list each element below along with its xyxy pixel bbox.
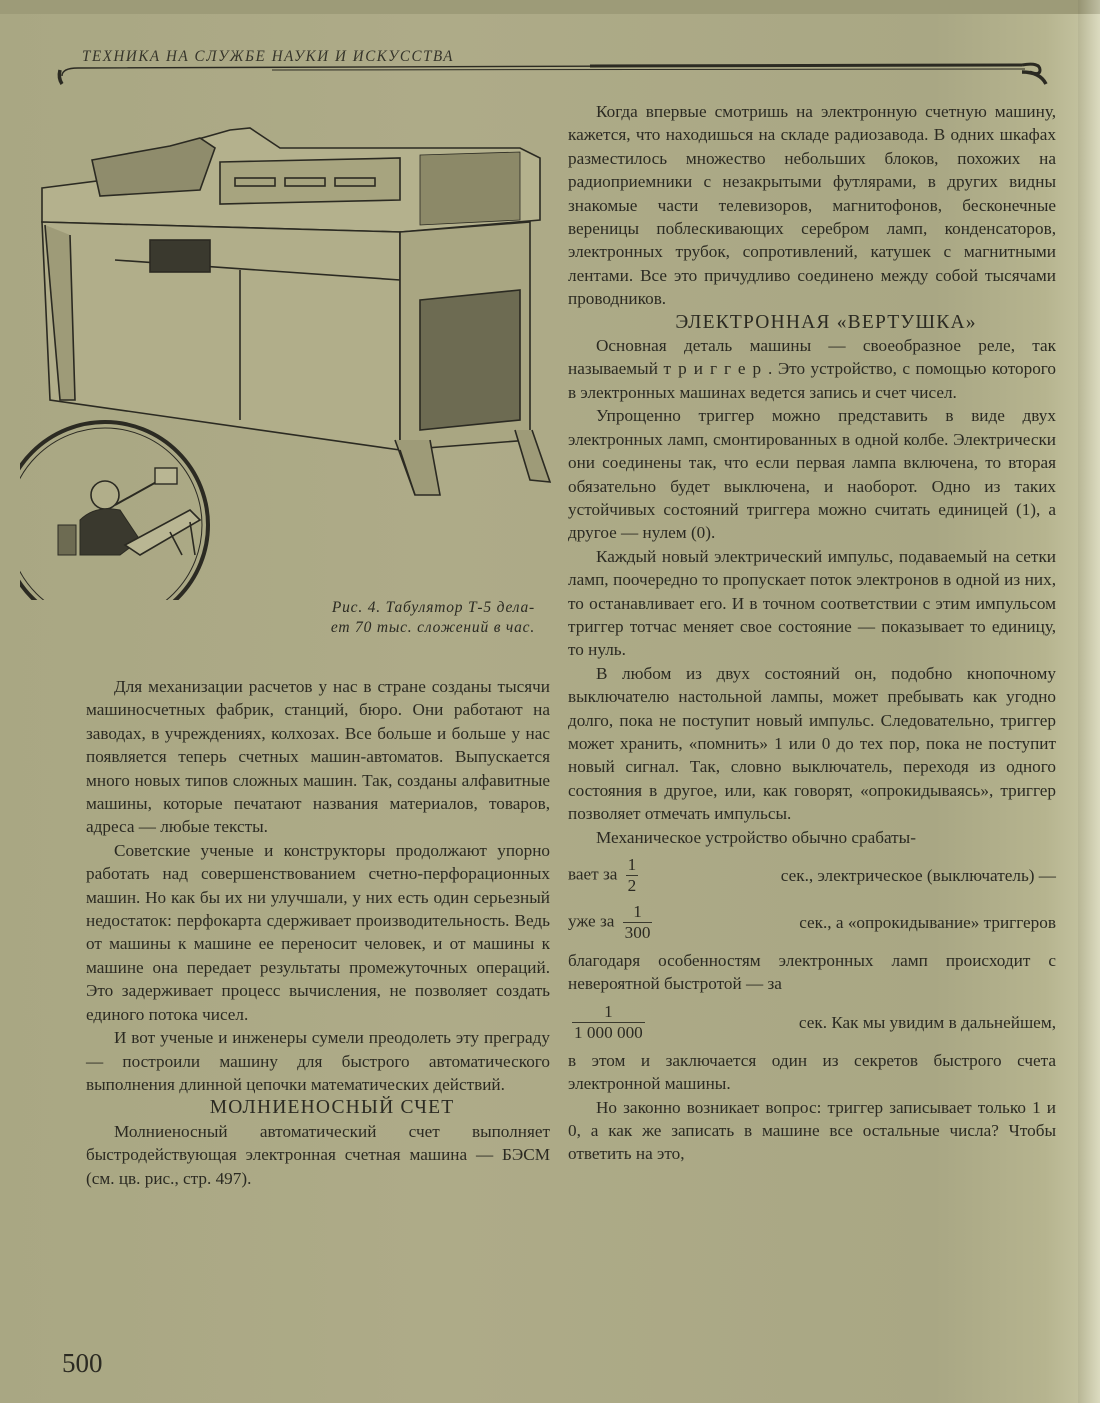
figure-caption-line1: Рис. 4. Табулятор Т-5 дела- <box>331 599 535 616</box>
section-heading-electronic-vertushka: ЭЛЕКТРОННАЯ «ВЕРТУШКА» <box>675 311 977 333</box>
text-run <box>568 902 656 943</box>
paragraph: благодаря особенностям электронных ламп происходит с невероятной быстротой — за <box>568 951 1056 994</box>
fraction-line <box>568 902 1056 943</box>
left-column <box>86 675 550 1190</box>
page-edge-shadow <box>1078 0 1100 1403</box>
text-run: Основная деталь машины — своеобразное реле, так называемый <box>568 336 1056 379</box>
paragraph: Механическое устройство обычно срабаты- <box>596 827 916 847</box>
text-run: сек., электрическое (выключатель) — <box>780 865 1056 885</box>
text-run: . Это устройство, с помощью которого в электронных машинах ведется запись и счет чисел. <box>568 359 1057 402</box>
page-number: 500 <box>62 1348 103 1378</box>
figure-caption-line2: ет 70 тыс. сложений в час. <box>330 619 535 636</box>
denominator: 1 000 000 <box>574 1022 643 1042</box>
paragraph: Каждый новый электрический импульс, подаваемый на сетки ламп, поочередно то пропускает поток электронов в одной из них, то останавливает его. И в точном соответствии с этим импульсом триггер тотчас меняет свое состояние — показывает то единицу, то нуль. <box>568 546 1056 660</box>
tabulator-machine <box>42 128 550 495</box>
numerator: 1 <box>633 902 642 921</box>
paragraph: И вот ученые и инженеры сумели преодолеть эту преграду — построили машину для быстрого автоматического выполнения длинной цепочки математических действий. <box>86 1028 550 1094</box>
fraction-one-300 <box>623 902 653 943</box>
text-run: вает за <box>568 864 618 884</box>
denominator: 300 <box>624 923 651 942</box>
text-run: сек. Как мы увидим в дальнейшем, <box>798 1012 1056 1032</box>
tabulator-illustration <box>20 100 560 600</box>
right-column <box>568 100 1056 1166</box>
section-heading-lightning-count: МОЛНИЕНОСНЫЙ СЧЕТ <box>209 1097 455 1119</box>
paragraph: Молниеносный автоматический счет выполняет быстродействующая электронная счетная машина — БЭСМ (см. цв. рис., стр. 497). <box>86 1121 550 1188</box>
figure-caption <box>280 598 535 638</box>
text-run: сек., а «опрокидывание» триггеров <box>799 912 1056 932</box>
denominator: 2 <box>627 876 637 895</box>
paragraph: Для механизации расчетов у нас в стране созданы тысячи машиносчетных фабрик, станций, бюро. Они работают на заводах, в учреждениях, колхозах. Все больше и больше у нас появляется теперь счетных машин-автоматов. Выпускается много новых типов сложных машин. Так, созданы алфавитные машины, которые печатают названия материалов, товаров, адреса — любые тексты. <box>86 677 550 837</box>
text-run <box>568 855 642 896</box>
numerator: 1 <box>604 1001 613 1021</box>
paragraph: Упрощенно триггер можно представить в виде двух электронных ламп, смонтированных в одной колбе. Электрически они соединены так, что если первая лампа включена, то вторая обязательно будет выключена, и наоборот. Одно из таких устойчивых состояний триггера можно считать единицей (1), а другое — нулем (0). <box>568 406 1056 543</box>
numerator: 1 <box>627 855 637 874</box>
text-run: уже за <box>568 911 615 931</box>
fraction-one-million <box>572 1002 645 1043</box>
paragraph <box>568 334 1056 404</box>
spaced-term-trigger: триггер <box>663 359 769 379</box>
paragraph: Советские ученые и конструкторы продолжают упорно работать над совершенствованием счетно-перфорационных машин. Но как бы их ни улучшали, у них есть один серьезный недостаток: перфокарта сдерживает производительность. Ведь от машины к машине ее переносит человек, и от машины к машине она передает результаты промежуточных операций. Это задерживает процесс вычисления, не позволяет создать единого потока чисел. <box>86 840 550 1024</box>
paragraph: Но законно возникает вопрос: триггер записывает только 1 и 0, а как же записать в машине все остальные числа? Чтобы ответить на это, <box>568 1097 1056 1164</box>
fraction-one-half <box>626 855 639 896</box>
running-head: ТЕХНИКА НА СЛУЖБЕ НАУКИ И ИСКУССТВА <box>82 48 454 66</box>
fraction-line <box>568 1002 1056 1043</box>
paragraph: в этом и заключается один из секретов быстрого счета электронной машины. <box>568 1050 1056 1094</box>
ornamental-rule <box>0 0 1100 100</box>
paragraph: Когда впервые смотришь на электронную счетную машину, кажется, что находишься на складе радиозавода. В одних шкафах разместилось множество небольших блоков, похожих на радиоприемники с незакрытыми футлярами, в других видны знакомые части телевизоров, магнитофонов, бесконечные вереницы поблескивающих серебром ламп, конденсаторов, электронных трубок, сопротивлений, катушек с магнитными лентами. Все это причудливо соединено между собой тысячами проводников. <box>568 102 1056 309</box>
vignette-circle <box>20 422 208 600</box>
fraction-line <box>568 855 1056 896</box>
paragraph: В любом из двух состояний он, подобно кнопочному выключателю настольной лампы, может пребывать как угодно долго, пока не поступит новый импульс. Следовательно, триггер может хранить, «помнить» 1 или 0 до тех пор, пока не поступит новый сигнал. Так, словно выключатель, переходя из одного состояния в другое, или, как говорят, «опрокидываясь», триггер позволяет отмечать импульсы. <box>568 663 1056 824</box>
